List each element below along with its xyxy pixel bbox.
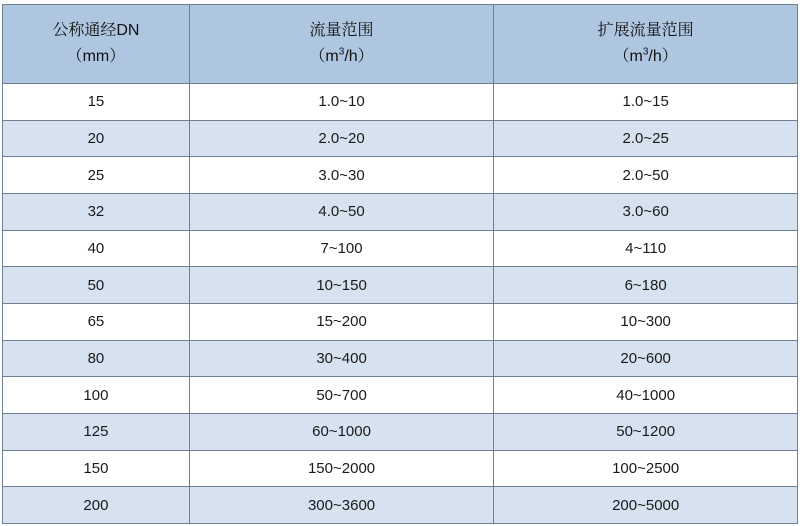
unit-exponent: 3 xyxy=(642,46,649,58)
unit-suffix: /h） xyxy=(648,48,678,65)
flow-range-table xyxy=(2,4,798,524)
table-row xyxy=(3,450,798,487)
cell-flow-range: 10~150 xyxy=(189,267,493,304)
cell-extended-flow-range: 2.0~50 xyxy=(494,157,798,194)
cell-extended-flow-range: 20~600 xyxy=(494,340,798,377)
cell-flow-range: 15~200 xyxy=(189,303,493,340)
column-header-nominal-diameter-line2 xyxy=(7,44,185,70)
cell-flow-range: 30~400 xyxy=(189,340,493,377)
cell-extended-flow-range: 4~110 xyxy=(494,230,798,267)
unit-prefix: （m xyxy=(309,48,339,65)
table-row xyxy=(3,413,798,450)
cell-flow-range: 3.0~30 xyxy=(189,157,493,194)
column-header-extended-flow-range xyxy=(494,5,798,84)
cell-nominal-diameter: 150 xyxy=(3,450,190,487)
column-header-extended-flow-range-line1: 扩展流量范围 xyxy=(597,21,694,39)
unit-exponent: 3 xyxy=(338,46,345,58)
cell-nominal-diameter: 50 xyxy=(3,267,190,304)
cell-extended-flow-range: 40~1000 xyxy=(494,377,798,414)
column-header-nominal-diameter xyxy=(3,5,190,84)
table-body xyxy=(3,84,798,524)
table-row xyxy=(3,157,798,194)
cell-extended-flow-range: 2.0~25 xyxy=(494,120,798,157)
cell-flow-range: 1.0~10 xyxy=(189,84,493,121)
column-header-extended-flow-range-line2 xyxy=(498,44,793,70)
table-row xyxy=(3,230,798,267)
unit-suffix: ） xyxy=(109,48,126,65)
cell-nominal-diameter: 125 xyxy=(3,413,190,450)
cell-extended-flow-range: 50~1200 xyxy=(494,413,798,450)
table-row xyxy=(3,303,798,340)
cell-nominal-diameter: 32 xyxy=(3,193,190,230)
table-row xyxy=(3,84,798,121)
cell-flow-range: 7~100 xyxy=(189,230,493,267)
table-row xyxy=(3,377,798,414)
cell-nominal-diameter: 25 xyxy=(3,157,190,194)
cell-extended-flow-range: 200~5000 xyxy=(494,487,798,524)
column-header-flow-range-line2 xyxy=(194,44,489,70)
unit-suffix: /h） xyxy=(344,48,374,65)
cell-flow-range: 300~3600 xyxy=(189,487,493,524)
table-header-row xyxy=(3,5,798,84)
cell-nominal-diameter: 20 xyxy=(3,120,190,157)
unit-text: mm xyxy=(82,48,110,65)
cell-flow-range: 50~700 xyxy=(189,377,493,414)
column-header-nominal-diameter-line1: 公称通经DN xyxy=(52,21,140,39)
table-header xyxy=(3,5,798,84)
cell-flow-range: 2.0~20 xyxy=(189,120,493,157)
cell-nominal-diameter: 65 xyxy=(3,303,190,340)
column-header-flow-range-line1: 流量范围 xyxy=(309,21,374,39)
table-row xyxy=(3,193,798,230)
cell-extended-flow-range: 6~180 xyxy=(494,267,798,304)
table-row xyxy=(3,120,798,157)
cell-nominal-diameter: 15 xyxy=(3,84,190,121)
table-row xyxy=(3,487,798,524)
unit-prefix: （m xyxy=(613,48,643,65)
unit-prefix: （ xyxy=(66,48,83,65)
cell-flow-range: 60~1000 xyxy=(189,413,493,450)
table-row xyxy=(3,340,798,377)
cell-extended-flow-range: 1.0~15 xyxy=(494,84,798,121)
cell-nominal-diameter: 100 xyxy=(3,377,190,414)
cell-extended-flow-range: 10~300 xyxy=(494,303,798,340)
cell-extended-flow-range: 100~2500 xyxy=(494,450,798,487)
cell-flow-range: 4.0~50 xyxy=(189,193,493,230)
cell-flow-range: 150~2000 xyxy=(189,450,493,487)
column-header-flow-range xyxy=(189,5,493,84)
cell-extended-flow-range: 3.0~60 xyxy=(494,193,798,230)
cell-nominal-diameter: 200 xyxy=(3,487,190,524)
cell-nominal-diameter: 40 xyxy=(3,230,190,267)
table-row xyxy=(3,267,798,304)
cell-nominal-diameter: 80 xyxy=(3,340,190,377)
